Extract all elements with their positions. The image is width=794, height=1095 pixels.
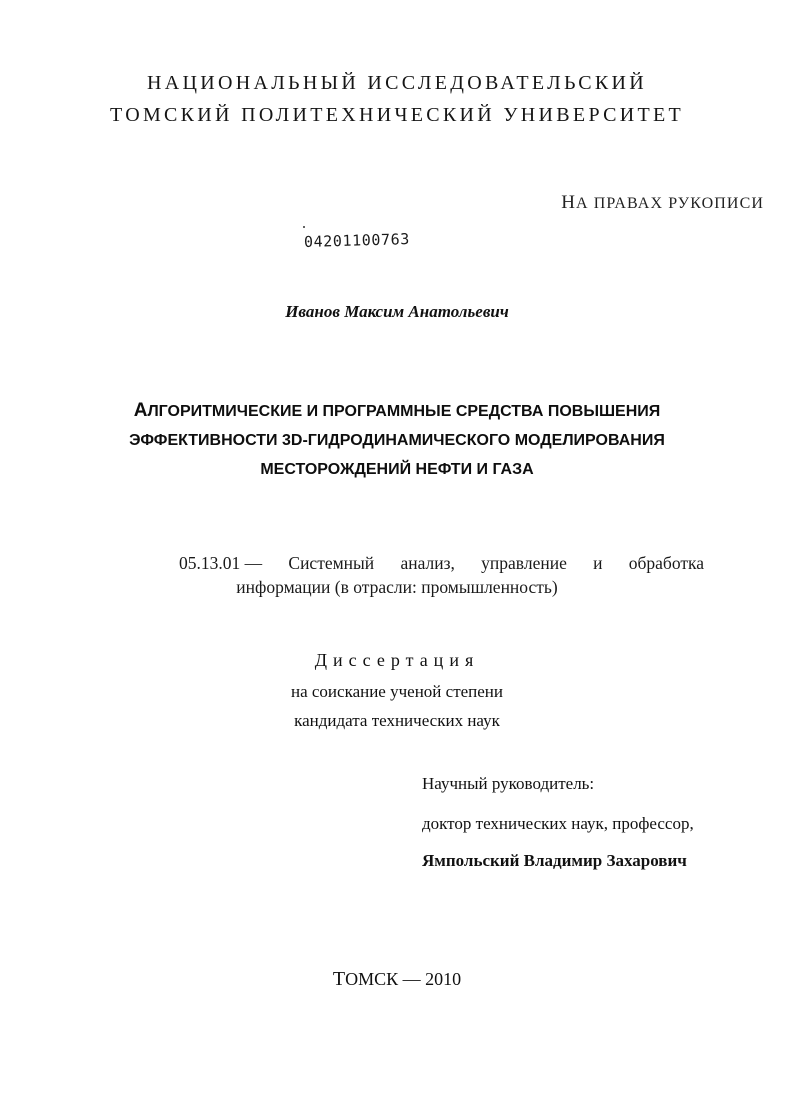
- specialty-word: Системный: [288, 553, 375, 573]
- city-year-rest: ОМСК — 2010: [345, 969, 462, 989]
- supervisor-label: Научный руководитель:: [422, 774, 595, 793]
- inventory-number: 04201100763: [303, 230, 411, 251]
- degree-line-2: кандидата технических наук: [294, 711, 500, 730]
- title-line-1-rest: ЛГОРИТМИЧЕСКИЕ И ПРОГРАММНЫЕ СРЕДСТВА ПОВЫШЕНИЯ: [147, 403, 661, 420]
- degree-line-1: на соискание ученой степени: [290, 682, 504, 701]
- title-line-2: ЭФФЕКТИВНОСТИ 3D-ГИДРОДИНАМИЧЕСКОГО МОДЕЛИРОВАНИЯ: [129, 432, 665, 449]
- rights-note-rest: А ПРАВАХ РУКОПИСИ: [576, 195, 764, 212]
- specialty-word: и: [593, 553, 603, 573]
- specialty-word: управление: [481, 553, 567, 573]
- specialty-line-1: [179, 553, 704, 574]
- title-line-1: [0, 396, 794, 426]
- university-name-line-2: ТОМСКИЙ ПОЛИТЕХНИЧЕСКИЙ УНИВЕРСИТЕТ: [109, 104, 685, 126]
- city-year: [0, 968, 794, 991]
- supervisor-name: Ямпольский Владимир Захарович: [422, 851, 687, 870]
- specialty-code: 05.13.01 —: [179, 553, 263, 573]
- specialty-word: анализ,: [400, 553, 455, 573]
- manuscript-rights-note: [561, 192, 764, 214]
- city-first-letter: Т: [332, 968, 346, 990]
- supervisor-degree: доктор технических наук, профессор,: [422, 814, 694, 833]
- specialty-word: обработка: [628, 553, 704, 573]
- university-name-line-1: НАЦИОНАЛЬНЫЙ ИССЛЕДОВАТЕЛЬСКИЙ: [146, 72, 648, 94]
- stamp-dot: [303, 226, 305, 228]
- dissertation-label: Диссертация: [314, 650, 480, 670]
- rights-note-first-letter: Н: [561, 192, 577, 213]
- specialty-line-2: информации (в отрасли: промышленность): [236, 577, 558, 597]
- title-first-letter: А: [133, 400, 148, 421]
- dissertation-title: [0, 396, 794, 484]
- title-line-3: МЕСТОРОЖДЕНИЙ НЕФТИ И ГАЗА: [260, 461, 534, 478]
- author-name: Иванов Максим Анатольевич: [285, 302, 509, 321]
